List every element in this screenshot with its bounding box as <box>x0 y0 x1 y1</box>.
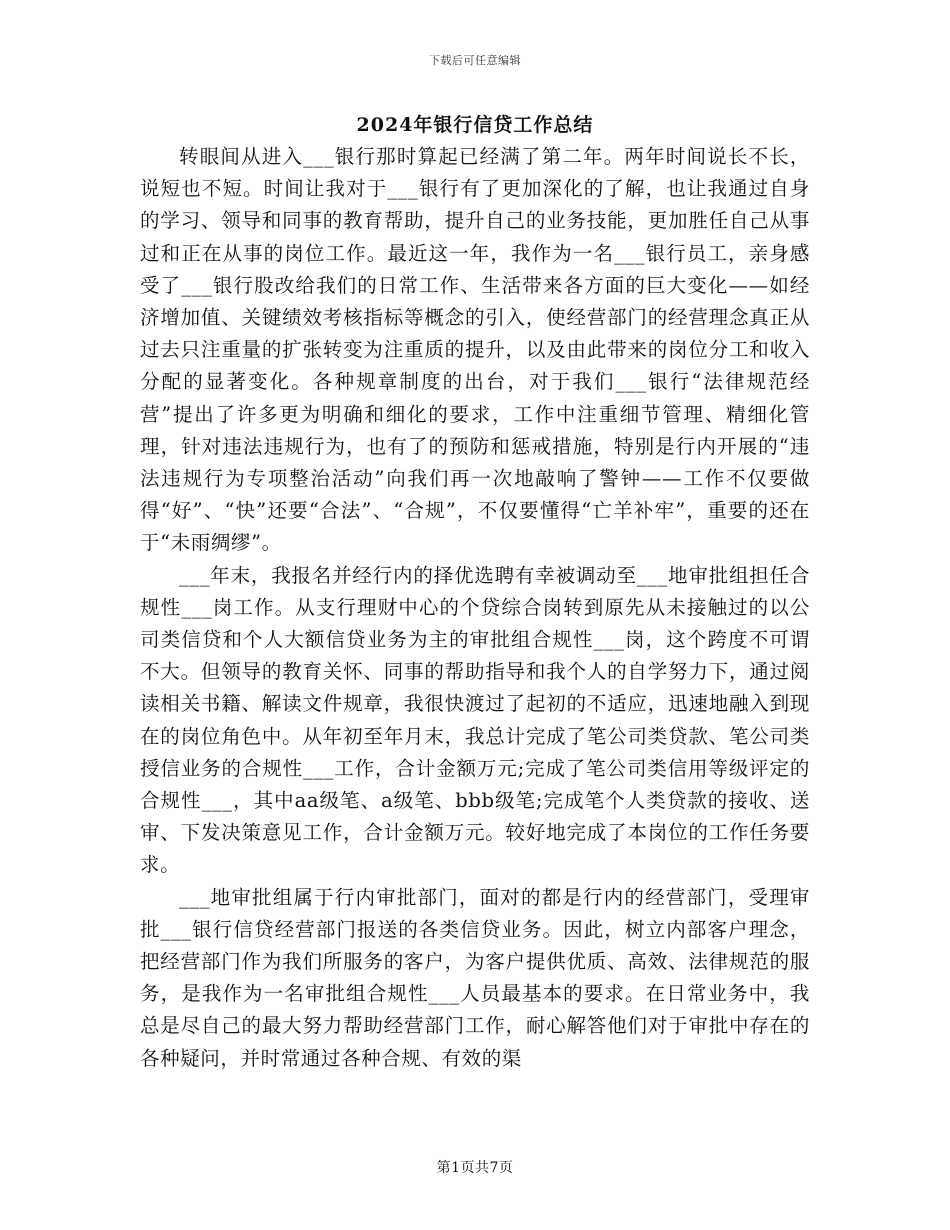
document-body <box>140 141 810 1075</box>
header-note: 下载后可任意编辑 <box>429 54 521 67</box>
page-number: 第1页共7页 <box>436 1160 514 1176</box>
paragraph: ___地审批组属于行内审批部门，面对的都是行内的经营部门，受理审批___银行信贷经营部门报送的各类信贷业务。因此，树立内部客户理念，把经营部门作为我们所服务的客户，为客户提供优质、高效、法律规范的服务，是我作为一名审批组合规性___人员最基本的要求。在日常业务中，我总是尽自己的最大努力帮助经营部门工作，耐心解答他们对于审批中存在的各种疑问，并时常通过各种合规、有效的渠 <box>140 885 810 1070</box>
paragraph: ___年末，我报名并经行内的择优选聘有幸被调动至___地审批组担任合规性___岗工作。从支行理财中心的个贷综合岗转到原先从未接触过的以公司类信贷和个人大额信贷业务为主的审批组合规性___岗，这个跨度不可谓不大。但领导的教育关怀、同事的帮助指导和我个人的自学努力下，通过阅读相关书籍、解读文件规章，我很快渡过了起初的不适应，迅速地融入到现在的岗位角色中。从年初至年月末，我总计完成了笔公司类贷款、笔公司类授信业务的合规性___工作，合计金额万元;完成了笔公司类信用等级评定的合规性___，其中aa级笔、a级笔、bbb级笔;完成笔个人类贷款的接收、送审、下发决策意见工作，合计金额万元。较好地完成了本岗位的工作任务要求。 <box>140 563 810 877</box>
document-title: 2024年银行信贷工作总结 <box>356 114 594 136</box>
paragraph: 转眼间从进入___银行那时算起已经满了第二年。两年时间说长不长，说短也不短。时间让我对于___银行有了更加深化的了解，也让我通过自身的学习、领导和同事的教育帮助，提升自己的业务技能，更加胜任自己从事过和正在从事的岗位工作。最近这一年，我作为一名___银行员工，亲身感受了___银行股改给我们的日常工作、生活带来各方面的巨大变化——如经济增加值、关键绩效考核指标等概念的引入，使经营部门的经营理念真正从过去只注重量的扩张转变为注重质的提升，以及由此带来的岗位分工和收入分配的显著变化。各种规章制度的出台，对于我们___银行“法律规范经营”提出了许多更为明确和细化的要求，工作中注重细节管理、精细化管理，针对违法违规行为，也有了的预防和惩戒措施，特别是行内开展的“违法违规行为专项整治活动”向我们再一次地敲响了警钟——工作不仅要做得“好”、“快”还要“合法”、“合规”，不仅要懂得“亡羊补牢”，重要的还在于“未雨绸缪”。 <box>140 145 810 555</box>
